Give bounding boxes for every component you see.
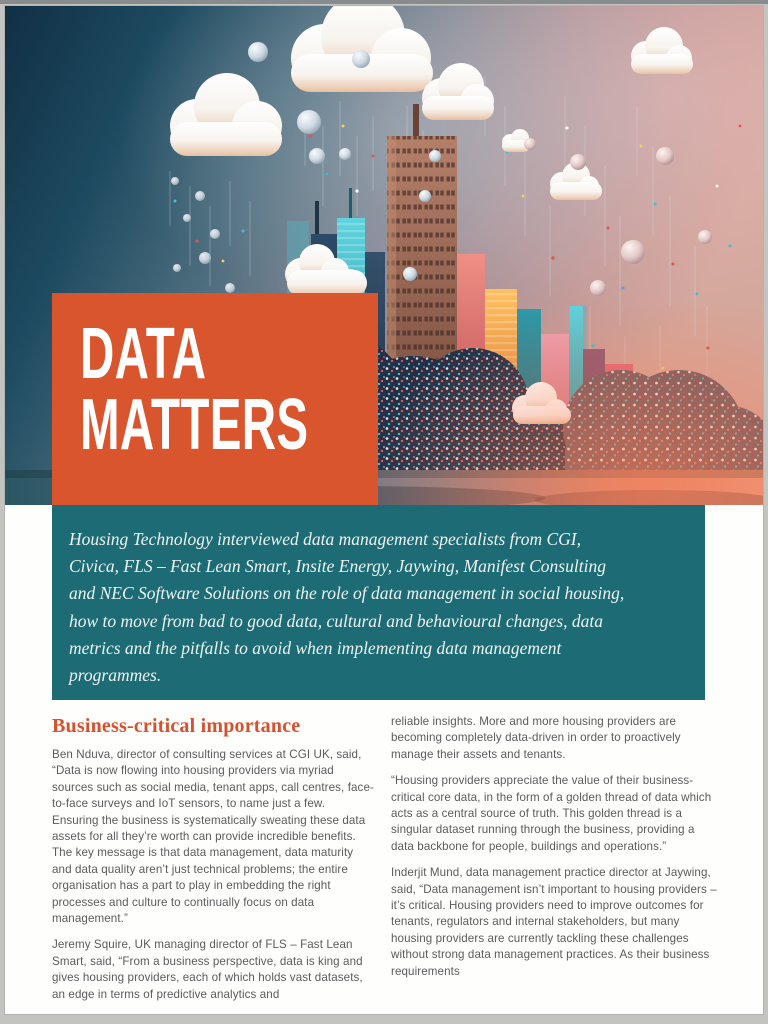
intro-line: Housing Technology interviewed data management specialists from CGI, (69, 529, 581, 549)
magazine-page (5, 6, 763, 1014)
page-title-line-1: DATA (80, 314, 207, 394)
body-paragraph: “Housing providers appreciate the value of their business-critical core data, in the form of a golden thread of data which acts as a central source of truth. This golden thread is a singular dataset running through the business, providing a data backbone for people, buildings and operations.” (391, 774, 712, 853)
body-paragraph: Inderjit Mund, data management practice director at Jaywing, said, “Data management isn’t important to housing providers – it’s critical. Housing providers need to improve outcomes for tenants, regulators and internal stakeholders, but many housing providers are currently tackling these challenges without strong data management practices. As their business requirements (391, 866, 717, 978)
intro-line: and NEC Software Solutions on the role of data management in social housing, (69, 583, 625, 604)
intro-line: metrics and the pitfalls to avoid when implementing data management (69, 637, 562, 658)
intro-line: programmes. (69, 665, 162, 686)
body-paragraph: Ben Nduva, director of consulting services at CGI UK, said, “Data is now flowing into housing providers via myriad sources such as social media, tenant apps, call centres, face-to-face surveys and IoT sensors, to name just a few. Ensuring the business is systematically sweating these data assets for all they’re worth can provide incredible benefits. The key message is that data management, data maturity and data quality aren’t just technical problems; the entire organisation has a part to play in embedding the right processes and culture to continually focus on data management.” (52, 748, 374, 926)
body-paragraph: reliable insights. More and more housing providers are becoming completely data-driven in order to proactively manage their assets and tenants. (391, 715, 681, 761)
intro-line: how to move from bad to good data, cultural and behavioural changes, data (69, 610, 604, 631)
article-column-right (391, 714, 720, 1013)
title-banner (52, 293, 378, 505)
article-body (52, 714, 720, 1013)
page-title-line-2: MATTERS (80, 385, 309, 465)
intro-panel (52, 505, 705, 700)
intro-line: Civica, FLS – Fast Lean Smart, Insite Energy, Jaywing, Manifest Consulting (69, 556, 606, 577)
left-paragraphs (52, 747, 374, 1003)
article-column-left (52, 714, 374, 1013)
section-heading: Business-critical importance (52, 715, 301, 737)
body-paragraph: Jeremy Squire, UK managing director of FLS – Fast Lean Smart, said, “From a business perspective, data is king and gives housing providers, each of which holds vast datasets, an edge in terms of predictive analytics and (52, 938, 363, 1001)
right-paragraphs (391, 714, 720, 980)
